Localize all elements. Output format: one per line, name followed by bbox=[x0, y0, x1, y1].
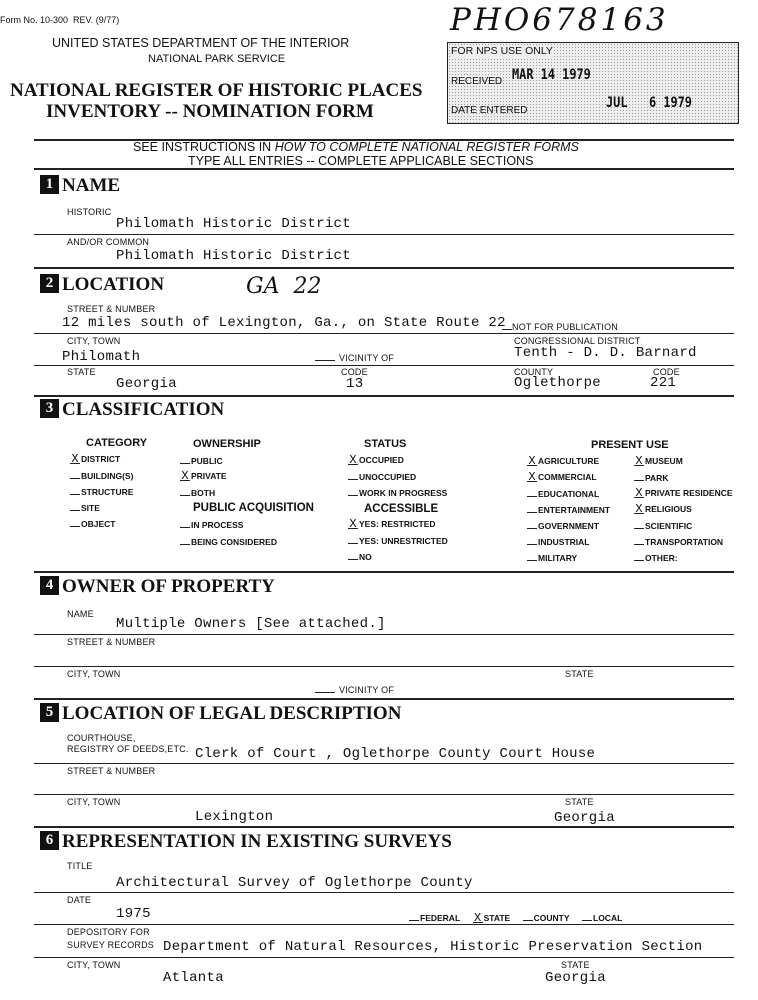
survey-records-label: SURVEY RECORDS bbox=[67, 940, 154, 950]
divider bbox=[34, 924, 734, 925]
instructions-line2: TYPE ALL ENTRIES -- COMPLETE APPLICABLE SECTIONS bbox=[188, 154, 534, 168]
legal-street-label: STREET & NUMBER bbox=[67, 766, 156, 776]
service-name: NATIONAL PARK SERVICE bbox=[148, 53, 286, 65]
section-2-heading: 2 LOCATION bbox=[40, 274, 164, 296]
divider bbox=[34, 168, 734, 170]
state-code-value: 13 bbox=[346, 376, 364, 392]
present-use-header: PRESENT USE bbox=[591, 439, 669, 451]
nps-use-box bbox=[447, 42, 739, 124]
divider bbox=[34, 634, 734, 635]
checkbox-local[interactable]: LOCAL bbox=[582, 913, 622, 923]
divider bbox=[34, 666, 734, 667]
checkbox-private-residence[interactable]: X PRIVATE RESIDENCE bbox=[635, 486, 733, 500]
form-title-line2: INVENTORY -- NOMINATION FORM bbox=[46, 101, 374, 122]
divider bbox=[34, 571, 734, 573]
state-label: STATE bbox=[67, 367, 96, 377]
checkbox-object[interactable]: OBJECT bbox=[70, 518, 133, 534]
checkbox-private[interactable]: X PRIVATE bbox=[181, 469, 227, 483]
checkbox-county[interactable]: COUNTY bbox=[523, 913, 570, 923]
owner-name-label: NAME bbox=[67, 609, 94, 619]
checkbox-museum[interactable]: X MUSEUM bbox=[635, 454, 683, 468]
not-for-publication: NOT FOR PUBLICATION bbox=[502, 322, 618, 332]
checkbox-state[interactable]: X STATE bbox=[473, 911, 511, 925]
ownership-header: OWNERSHIP bbox=[193, 438, 261, 450]
checkbox-district[interactable]: X DISTRICT bbox=[71, 452, 121, 466]
checkbox-structure[interactable]: STRUCTURE bbox=[70, 486, 133, 502]
divider bbox=[34, 826, 734, 828]
checkbox-in-process[interactable]: IN PROCESS bbox=[180, 519, 277, 536]
accessible-header: ACCESSIBLE bbox=[364, 503, 439, 515]
divider bbox=[34, 333, 734, 334]
category-header: CATEGORY bbox=[86, 437, 148, 449]
present-use-list-1 bbox=[527, 456, 610, 568]
congressional-district-label: CONGRESSIONAL DISTRICT bbox=[514, 336, 641, 346]
divider bbox=[34, 234, 734, 235]
handwritten-reference: PHO678163 bbox=[450, 2, 669, 38]
checkbox-yes-restricted[interactable]: X YES: RESTRICTED bbox=[349, 517, 436, 531]
legal-state-value: Georgia bbox=[554, 810, 615, 826]
checkbox-no[interactable]: NO bbox=[348, 551, 448, 567]
section-3-heading: 3 CLASSIFICATION bbox=[40, 399, 224, 421]
historic-name-value: Philomath Historic District bbox=[116, 216, 351, 232]
divider bbox=[34, 395, 734, 397]
checkbox-entertainment[interactable]: ENTERTAINMENT bbox=[527, 504, 610, 520]
nps-box-header: FOR NPS USE ONLY bbox=[451, 45, 553, 57]
survey-title-label: TITLE bbox=[67, 861, 93, 871]
survey-date-value: 1975 bbox=[116, 906, 151, 922]
received-label: RECEIVED bbox=[451, 76, 503, 87]
checkbox-being-considered[interactable]: BEING CONSIDERED bbox=[180, 536, 277, 553]
owner-name-value: Multiple Owners [See attached.] bbox=[116, 616, 386, 632]
common-name-label: AND/OR COMMON bbox=[67, 237, 150, 247]
checkbox-site[interactable]: SITE bbox=[70, 502, 133, 518]
checkbox-occupied[interactable]: X OCCUPIED bbox=[349, 453, 404, 467]
checkbox-industrial[interactable]: INDUSTRIAL bbox=[527, 536, 610, 552]
legal-state-label: STATE bbox=[565, 797, 594, 807]
status-list bbox=[348, 455, 447, 503]
common-name-value: Philomath Historic District bbox=[116, 248, 351, 264]
divider bbox=[34, 892, 734, 893]
county-label: COUNTY bbox=[514, 367, 554, 377]
courthouse-value: Clerk of Court , Oglethorpe County Court House bbox=[195, 746, 596, 762]
received-stamp: MAR 14 1979 bbox=[512, 67, 591, 83]
section-6-heading: 6 REPRESENTATION IN EXISTING SURVEYS bbox=[40, 831, 452, 853]
survey-city-label: CITY, TOWN bbox=[67, 960, 121, 970]
checkbox-military[interactable]: MILITARY bbox=[527, 552, 610, 568]
acquisition-list bbox=[180, 519, 277, 553]
checkbox-other[interactable]: OTHER: bbox=[634, 552, 733, 568]
divider bbox=[34, 794, 734, 795]
checkbox-unoccupied[interactable]: UNOCCUPIED bbox=[348, 471, 447, 487]
ownership-list bbox=[180, 455, 227, 503]
vicinity-of: VICINITY OF bbox=[315, 353, 394, 363]
county-code-value: 221 bbox=[650, 375, 677, 391]
handwritten-location-code: GA 22 bbox=[246, 274, 322, 299]
department-name: UNITED STATES DEPARTMENT OF THE INTERIOR bbox=[52, 36, 350, 50]
checkbox-park[interactable]: PARK bbox=[634, 472, 733, 488]
county-value: Oglethorpe bbox=[514, 375, 602, 391]
divider bbox=[34, 763, 734, 764]
registry-label: REGISTRY OF DEEDS,ETC. bbox=[67, 744, 189, 754]
survey-state-value: Georgia bbox=[545, 970, 606, 986]
legal-city-value: Lexington bbox=[195, 809, 274, 825]
divider bbox=[34, 957, 734, 958]
state-value: Georgia bbox=[116, 376, 177, 392]
checkbox-yes-unrestricted[interactable]: YES: UNRESTRICTED bbox=[348, 535, 448, 551]
congressional-district-value: Tenth - D. D. Barnard bbox=[514, 345, 697, 361]
checkbox-agriculture[interactable]: X AGRICULTURE bbox=[528, 454, 600, 468]
present-use-list-2 bbox=[634, 456, 733, 568]
county-code-label: CODE bbox=[653, 367, 680, 377]
status-header: STATUS bbox=[364, 438, 407, 450]
survey-date-label: DATE bbox=[67, 895, 92, 905]
accessible-list bbox=[348, 519, 448, 567]
section-5-heading: 5 LOCATION OF LEGAL DESCRIPTION bbox=[40, 703, 401, 725]
checkbox-transportation[interactable]: TRANSPORTATION bbox=[634, 536, 733, 552]
divider bbox=[34, 698, 734, 700]
owner-vicinity-of: VICINITY OF bbox=[315, 685, 394, 695]
depository-value: Department of Natural Resources, Historic Preservation Section bbox=[163, 939, 703, 955]
category-list bbox=[70, 454, 133, 534]
checkbox-scientific[interactable]: SCIENTIFIC bbox=[634, 520, 733, 536]
owner-city-label: CITY, TOWN bbox=[67, 669, 121, 679]
form-number: Form No. 10-300 REV. (9/77) bbox=[0, 15, 120, 25]
survey-state-label: STATE bbox=[561, 960, 590, 970]
street-label: STREET & NUMBER bbox=[67, 304, 156, 314]
survey-city-value: Atlanta bbox=[163, 970, 224, 986]
checkbox-work-in-progress[interactable]: WORK IN PROGRESS bbox=[348, 487, 447, 503]
section-1-heading: 1 NAME bbox=[40, 175, 120, 197]
legal-city-label: CITY, TOWN bbox=[67, 797, 121, 807]
checkbox-both[interactable]: BOTH bbox=[180, 487, 227, 503]
divider bbox=[34, 267, 734, 269]
courthouse-label: COURTHOUSE, bbox=[67, 733, 136, 743]
street-value: 12 miles south of Lexington, Ga., on State Route 22 bbox=[62, 315, 506, 331]
checkbox-commercial[interactable]: X COMMERCIAL bbox=[528, 470, 597, 484]
section-4-heading: 4 OWNER OF PROPERTY bbox=[40, 576, 275, 598]
date-entered-stamp: JUL 6 1979 bbox=[606, 95, 692, 111]
historic-label: HISTORIC bbox=[67, 207, 112, 217]
checkbox-buildings[interactable]: BUILDING(S) bbox=[70, 470, 133, 486]
state-code-label: CODE bbox=[341, 367, 368, 377]
depository-label: DEPOSITORY FOR bbox=[67, 927, 150, 937]
instructions-line1: SEE INSTRUCTIONS IN HOW TO COMPLETE NATIONAL REGISTER FORMS bbox=[133, 140, 579, 154]
checkbox-religious[interactable]: X RELIGIOUS bbox=[635, 502, 692, 516]
checkbox-public[interactable]: PUBLIC bbox=[180, 455, 227, 471]
city-value: Philomath bbox=[62, 349, 141, 365]
divider bbox=[34, 365, 734, 366]
owner-street-label: STREET & NUMBER bbox=[67, 637, 156, 647]
public-acquisition-header: PUBLIC ACQUISITION bbox=[193, 502, 314, 514]
city-label: CITY, TOWN bbox=[67, 336, 121, 346]
checkbox-government[interactable]: GOVERNMENT bbox=[527, 520, 610, 536]
checkbox-federal[interactable]: FEDERAL bbox=[409, 913, 460, 923]
survey-title-value: Architectural Survey of Oglethorpe County bbox=[116, 875, 473, 891]
form-title-line1: NATIONAL REGISTER OF HISTORIC PLACES bbox=[10, 80, 423, 101]
owner-state-label: STATE bbox=[565, 669, 594, 679]
date-entered-label: DATE ENTERED bbox=[451, 105, 528, 116]
checkbox-educational[interactable]: EDUCATIONAL bbox=[527, 488, 610, 504]
